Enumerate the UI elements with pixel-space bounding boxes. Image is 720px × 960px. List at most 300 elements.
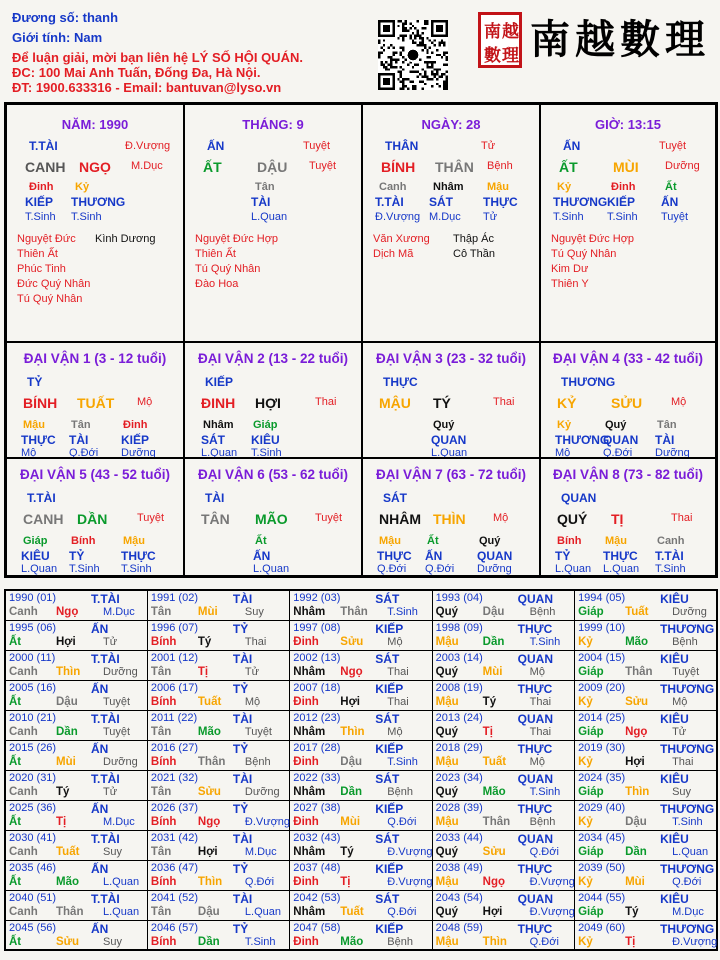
year-stage: Tuyệt xyxy=(103,725,131,738)
year-stage: T.Sinh xyxy=(529,635,561,648)
heavenly-stem: ẤT xyxy=(203,159,222,175)
year-god: KIÊU xyxy=(660,891,689,906)
life-stage: Thai xyxy=(671,512,693,524)
ten-god: KIẾP xyxy=(205,375,234,389)
year-cell xyxy=(432,590,574,620)
year-label: 1993 (04) xyxy=(435,592,483,604)
year-label: 2002 (13) xyxy=(293,651,341,664)
chart-grid xyxy=(4,102,718,578)
year-stem: Bính xyxy=(150,815,177,828)
dai-van-2 xyxy=(184,342,362,458)
dai-van-6 xyxy=(184,458,362,576)
year-row xyxy=(5,650,717,680)
year-god: TÀI xyxy=(232,651,253,666)
year-label: 2031 (42) xyxy=(150,831,198,844)
year-branch: Hợi xyxy=(340,695,360,708)
year-cell xyxy=(290,770,432,800)
year-god: KIẾP xyxy=(375,861,404,876)
hidden-stage: M.Dục xyxy=(429,211,461,223)
hidden-stem: Mậu xyxy=(123,535,145,547)
year-stage: Dưỡng xyxy=(244,785,280,798)
year-cell xyxy=(5,680,147,710)
year-god: SÁT xyxy=(375,651,400,666)
year-stem: Kỷ xyxy=(578,815,593,828)
auspicious-star: Thiên Ất xyxy=(195,248,236,260)
year-row xyxy=(5,770,717,800)
year-branch: Dậu xyxy=(625,815,647,828)
year-stem: Tân xyxy=(150,725,172,738)
year-stage: Tuyệt xyxy=(244,725,272,738)
year-branch: Thìn xyxy=(625,785,650,798)
year-stage: Thai xyxy=(529,725,552,738)
year-god: THỰC xyxy=(517,741,553,756)
year-stage: Đ.Vượng xyxy=(387,845,433,858)
year-branch: Thân xyxy=(56,905,84,918)
dai-van-title: ĐẠI VẬN 6 (53 - 62 tuổi) xyxy=(197,467,349,482)
year-label: 2012 (23) xyxy=(293,711,341,724)
year-god: KIẾP xyxy=(375,921,404,936)
year-branch: Thìn xyxy=(56,665,81,678)
year-branch: Sửu xyxy=(482,845,506,858)
year-cell xyxy=(432,770,574,800)
hidden-stage: Mộ xyxy=(21,447,37,458)
year-god: KIẾP xyxy=(375,681,404,696)
year-stage: L.Quan xyxy=(103,875,140,888)
year-branch: Tý xyxy=(482,695,497,708)
year-label: 2014 (25) xyxy=(578,711,626,724)
year-stem: Giáp xyxy=(578,905,604,918)
year-label: 2024 (35) xyxy=(578,771,626,784)
life-stage: Thai xyxy=(315,396,337,408)
earthly-branch: THÌN xyxy=(433,511,466,527)
year-label: 1990 (01) xyxy=(9,592,57,604)
year-label: 2029 (40) xyxy=(578,801,626,814)
hidden-stem: Mậu xyxy=(23,419,45,431)
hidden-stage: T.Sinh xyxy=(655,563,686,575)
hidden-god: THỰC xyxy=(483,195,518,209)
year-cell xyxy=(290,650,432,680)
year-cell xyxy=(147,920,289,950)
year-god: SÁT xyxy=(375,831,400,846)
year-god: QUAN xyxy=(517,891,554,906)
hidden-god: THỰC xyxy=(21,433,56,447)
year-stage: Đ.Vượng xyxy=(529,905,575,918)
branch-state: M.Dục xyxy=(131,160,163,172)
year-cell xyxy=(290,800,432,830)
year-label: 2036 (47) xyxy=(150,861,198,874)
dai-van-title: ĐẠI VẬN 7 (63 - 72 tuổi) xyxy=(375,467,527,482)
year-stage: Bệnh xyxy=(529,606,556,618)
year-cell xyxy=(290,920,432,950)
auspicious-star: Dịch Mã xyxy=(373,248,414,260)
year-branch: Dần xyxy=(340,785,363,798)
year-god: TÀI xyxy=(232,592,253,606)
year-branch: Hợi xyxy=(56,635,76,648)
year-stem: Canh xyxy=(9,845,38,858)
contact-line: Để luận giải, mời bạn liên hệ LÝ SỐ HỘI QUÁN. xyxy=(12,50,303,65)
year-branch: Tị xyxy=(56,815,67,828)
year-label: 2025 (36) xyxy=(9,801,57,814)
life-stage: Tuyệt xyxy=(137,512,165,524)
pillar-2 xyxy=(362,104,540,342)
year-stem: Canh xyxy=(9,725,38,738)
year-cell xyxy=(432,860,574,890)
year-stem: Giáp xyxy=(578,725,604,738)
year-stage: Mộ xyxy=(244,695,261,708)
heavenly-stem: BÍNH xyxy=(23,395,58,411)
year-god: ẤN xyxy=(91,681,109,696)
year-branch: Mùi xyxy=(625,875,645,888)
year-branch: Dậu xyxy=(340,755,363,768)
dai-van-8 xyxy=(540,458,716,576)
year-label: 2021 (32) xyxy=(150,771,198,784)
year-god: TỶ xyxy=(232,801,249,816)
hidden-stage: T.Sinh xyxy=(25,211,56,223)
ten-god: THƯƠNG xyxy=(561,375,616,389)
year-branch: Dần xyxy=(197,935,220,948)
hidden-stage: L.Quan xyxy=(603,563,640,575)
year-branch: Thân xyxy=(482,815,511,828)
auspicious-star: Phúc Tinh xyxy=(17,263,66,275)
brand-logo xyxy=(478,12,710,70)
year-cell xyxy=(432,650,574,680)
year-label: 2047 (58) xyxy=(293,921,341,934)
year-label: 2018 (29) xyxy=(435,741,483,754)
year-stem: Giáp xyxy=(578,785,604,798)
hidden-god: TÀI xyxy=(655,433,675,447)
hidden-stage: T.Sinh xyxy=(69,563,100,575)
hidden-stage: T.Sinh xyxy=(251,447,282,458)
year-cell xyxy=(432,620,574,650)
hidden-god: TỶ xyxy=(555,549,571,563)
year-stem: Mậu xyxy=(435,875,459,888)
year-god: KIÊU xyxy=(660,711,689,726)
year-cell xyxy=(290,830,432,860)
ten-god: SÁT xyxy=(383,491,407,505)
hidden-stem: Quý xyxy=(479,535,501,547)
year-label: 2008 (19) xyxy=(435,681,483,694)
year-stage: Bệnh xyxy=(672,635,698,648)
year-stage: Đ.Vượng xyxy=(672,935,718,948)
year-label: 2022 (33) xyxy=(293,771,341,784)
hidden-stem: Mậu xyxy=(379,535,401,547)
year-stage: Thai xyxy=(244,635,267,648)
year-branch: Tý xyxy=(197,635,212,648)
year-label: 2010 (21) xyxy=(9,711,57,724)
year-god: TỶ xyxy=(232,621,249,636)
seal-char: 數 xyxy=(484,46,501,66)
year-stem: Tân xyxy=(150,845,172,858)
year-cell xyxy=(147,710,289,740)
year-stem: Đinh xyxy=(293,815,319,828)
ten-god: QUAN xyxy=(561,491,597,505)
year-cell xyxy=(432,680,574,710)
year-stage: Q.Đới xyxy=(244,875,275,888)
seal-char: 南 xyxy=(484,22,501,42)
year-god: QUAN xyxy=(517,711,554,726)
address-line: ĐC: 100 Mai Anh Tuấn, Đống Đa, Hà Nội. xyxy=(12,65,261,80)
year-stage: L.Quan xyxy=(672,845,709,858)
year-god: THƯƠNG xyxy=(660,621,715,636)
hidden-god: QUAN xyxy=(477,549,513,563)
hidden-stage: Q.Đới xyxy=(377,563,407,575)
year-stem: Giáp xyxy=(578,606,604,618)
year-god: QUAN xyxy=(517,771,554,786)
year-god: KIÊU xyxy=(660,831,689,846)
year-cell xyxy=(5,590,147,620)
year-stage: T.Sinh xyxy=(244,935,276,948)
year-cell xyxy=(432,800,574,830)
hidden-god: T.TÀI xyxy=(655,549,684,563)
annual-luck-table xyxy=(4,589,718,951)
year-cell xyxy=(5,800,147,830)
year-stem: Giáp xyxy=(578,665,604,678)
year-cell xyxy=(575,890,717,920)
year-branch: Thân xyxy=(197,755,226,768)
seal-stamp-icon xyxy=(478,12,522,68)
year-stem: Canh xyxy=(9,905,38,918)
year-branch: Tuất xyxy=(56,845,80,858)
year-label: 2028 (39) xyxy=(435,801,483,814)
year-god: T.TÀI xyxy=(91,831,120,846)
branch-state: Dưỡng xyxy=(665,160,700,172)
year-stage: Q.Đới xyxy=(529,845,559,858)
hidden-stem: Giáp xyxy=(23,535,48,547)
hidden-stem: Ất xyxy=(255,535,267,547)
year-god: ẤN xyxy=(91,741,109,756)
year-branch: Thân xyxy=(340,606,368,618)
year-stem: Kỷ xyxy=(578,755,593,768)
year-label: 2013 (24) xyxy=(435,711,483,724)
year-row xyxy=(5,800,717,830)
hidden-stem: Đinh xyxy=(611,181,636,193)
year-god: TÀI xyxy=(232,891,253,906)
year-cell xyxy=(147,890,289,920)
year-label: 2011 (22) xyxy=(150,711,198,724)
year-stem: Nhâm xyxy=(293,785,326,798)
year-stage: Dưỡng xyxy=(103,755,138,768)
pillar-title: GIỜ: 13:15 xyxy=(594,117,661,132)
heavenly-stem: CANH xyxy=(25,159,66,175)
earthly-branch: MÃO xyxy=(255,511,288,527)
year-label: 2030 (41) xyxy=(9,831,57,844)
year-branch: Tị xyxy=(625,935,636,948)
year-god: THỰC xyxy=(517,921,553,936)
year-stem: Mậu xyxy=(435,935,459,948)
hidden-god: KIÊU xyxy=(21,549,50,563)
hidden-stage: L.Quan xyxy=(555,563,592,575)
year-cell xyxy=(5,920,147,950)
hidden-stage: L.Quan xyxy=(201,447,238,458)
heavenly-stem: KỶ xyxy=(557,395,577,411)
hidden-stage: Tử xyxy=(483,211,498,223)
year-god: QUAN xyxy=(517,592,554,606)
year-stem: Nhâm xyxy=(293,905,326,918)
year-cell xyxy=(290,620,432,650)
heavenly-stem: CANH xyxy=(23,511,64,527)
hidden-stem: Kỷ xyxy=(75,181,90,193)
year-branch: Sửu xyxy=(625,695,649,708)
dai-van-title: ĐẠI VẬN 5 (43 - 52 tuổi) xyxy=(19,467,171,482)
phone-email-line: ĐT: 1900.633316 - Email: bantuvan@lyso.vn xyxy=(12,80,282,95)
year-stage: Mộ xyxy=(529,665,545,678)
year-stage: Bệnh xyxy=(244,755,271,768)
year-branch: Dậu xyxy=(56,695,78,708)
year-branch: Dần xyxy=(56,725,78,738)
year-god: KIẾP xyxy=(375,801,404,816)
hidden-stem: Bính xyxy=(557,535,582,547)
earthly-branch: HỢI xyxy=(255,395,281,411)
year-cell xyxy=(147,650,289,680)
year-label: 2039 (50) xyxy=(578,861,626,874)
year-label: 2003 (14) xyxy=(435,651,483,664)
year-cell xyxy=(290,890,432,920)
year-stem: Đinh xyxy=(293,635,319,648)
life-stage: Thai xyxy=(493,396,515,408)
year-god: SÁT xyxy=(375,891,400,906)
qr-code-icon xyxy=(378,20,448,90)
year-branch: Dậu xyxy=(197,905,220,918)
hidden-stem: Quý xyxy=(433,419,455,431)
year-stage: Bệnh xyxy=(529,815,556,828)
hidden-god: KIẾP xyxy=(25,195,54,209)
hidden-god: ẤN xyxy=(425,549,443,563)
dai-van-1 xyxy=(6,342,184,458)
year-label: 2032 (43) xyxy=(293,831,341,844)
life-stage: Tuyệt xyxy=(303,140,331,152)
year-cell xyxy=(575,590,717,620)
auspicious-star: Thiên Y xyxy=(551,278,589,290)
year-god: KIÊU xyxy=(660,651,689,666)
year-god: KIÊU xyxy=(660,771,689,786)
year-branch: Mão xyxy=(482,785,506,798)
year-god: T.TÀI xyxy=(91,592,120,606)
hidden-god: ẤN xyxy=(661,195,679,209)
year-cell xyxy=(575,860,717,890)
year-label: 2009 (20) xyxy=(578,681,626,694)
year-label: 2023 (34) xyxy=(435,771,483,784)
year-stage: M.Dục xyxy=(103,815,135,828)
year-stage: Suy xyxy=(244,606,264,618)
year-branch: Ngọ xyxy=(482,875,506,888)
year-label: 2000 (11) xyxy=(9,651,56,664)
earthly-branch: MÙI xyxy=(613,159,639,175)
year-god: T.TÀI xyxy=(91,711,120,726)
hidden-god: KIÊU xyxy=(251,433,280,447)
year-stem: Quý xyxy=(435,845,459,858)
year-god: THỰC xyxy=(517,621,553,636)
year-label: 1999 (10) xyxy=(578,621,626,634)
auspicious-star: Văn Xương xyxy=(373,233,430,245)
star: Cô Thần xyxy=(453,248,495,260)
dai-van-5 xyxy=(6,458,184,576)
hidden-stage: Dưỡng xyxy=(655,447,690,458)
year-stem: Tân xyxy=(150,785,172,798)
year-cell xyxy=(575,740,717,770)
year-branch: Tị xyxy=(197,665,209,678)
year-stem: Nhâm xyxy=(293,665,326,678)
year-branch: Mão xyxy=(340,935,364,948)
year-stage: Tử xyxy=(244,665,259,678)
hidden-stem: Tân xyxy=(71,419,91,431)
year-god: TÀI xyxy=(232,771,253,786)
year-label: 2026 (37) xyxy=(150,801,198,814)
year-god: T.TÀI xyxy=(91,651,120,666)
year-branch: Mùi xyxy=(340,815,361,828)
year-stage: M.Dục xyxy=(672,905,704,918)
year-stem: Nhâm xyxy=(293,845,326,858)
year-cell xyxy=(5,620,147,650)
year-cell xyxy=(147,590,289,620)
gender: Giới tính: Nam xyxy=(12,30,103,45)
earthly-branch: SỬU xyxy=(611,395,643,411)
year-stage: Bệnh xyxy=(387,935,413,948)
hidden-stage: Dưỡng xyxy=(477,563,512,575)
hidden-stem: Kỷ xyxy=(557,181,572,193)
year-stem: Bính xyxy=(150,695,177,708)
year-cell xyxy=(147,770,289,800)
earthly-branch: DẬU xyxy=(257,159,288,175)
year-cell xyxy=(432,740,574,770)
auspicious-star: Nguyệt Đức Hợp xyxy=(195,233,279,245)
year-stage: Thai xyxy=(672,755,694,768)
header xyxy=(0,0,720,100)
year-god: QUAN xyxy=(517,831,554,846)
year-cell xyxy=(5,890,147,920)
hidden-stem: Canh xyxy=(657,535,685,547)
year-branch: Dần xyxy=(625,845,647,858)
hidden-stage: L.Quan xyxy=(251,211,288,223)
year-branch: Tuất xyxy=(482,755,507,768)
hidden-stem: Quý xyxy=(605,419,627,431)
owner-name: Đương số: thanh xyxy=(12,10,119,25)
year-cell xyxy=(147,680,289,710)
year-stage: Tuyệt xyxy=(103,695,131,708)
year-stem: Canh xyxy=(9,606,38,618)
earthly-branch: DẦN xyxy=(77,511,108,527)
year-stem: Mậu xyxy=(435,695,459,708)
year-cell xyxy=(575,650,717,680)
year-branch: Tuất xyxy=(625,606,649,618)
year-label: 2004 (15) xyxy=(578,651,626,664)
year-god: QUAN xyxy=(517,651,554,666)
hidden-stem: Nhâm xyxy=(203,419,234,431)
year-stem: Ất xyxy=(9,815,22,828)
year-god: THƯƠNG xyxy=(660,681,715,696)
year-branch: Thìn xyxy=(482,935,507,948)
hidden-god: QUAN xyxy=(603,433,639,447)
heavenly-stem: ẤT xyxy=(559,159,578,175)
star: Thập Ác xyxy=(453,233,494,245)
year-stem: Quý xyxy=(435,905,459,918)
year-stem: Mậu xyxy=(435,815,459,828)
year-row xyxy=(5,860,717,890)
heavenly-stem: MẬU xyxy=(379,395,411,411)
year-cell xyxy=(5,650,147,680)
year-stem: Canh xyxy=(9,785,38,798)
dai-van-3 xyxy=(362,342,540,458)
year-stem: Mậu xyxy=(435,755,459,768)
hidden-stage: L.Quan xyxy=(21,563,58,575)
year-cell xyxy=(5,770,147,800)
year-stage: M.Dục xyxy=(103,606,135,618)
year-row xyxy=(5,590,717,620)
year-stem: Tân xyxy=(150,905,172,918)
hidden-stage: L.Quan xyxy=(253,563,290,575)
hidden-stem: Ất xyxy=(665,181,677,193)
year-row xyxy=(5,740,717,770)
hidden-stage: Đ.Vượng xyxy=(375,211,421,223)
